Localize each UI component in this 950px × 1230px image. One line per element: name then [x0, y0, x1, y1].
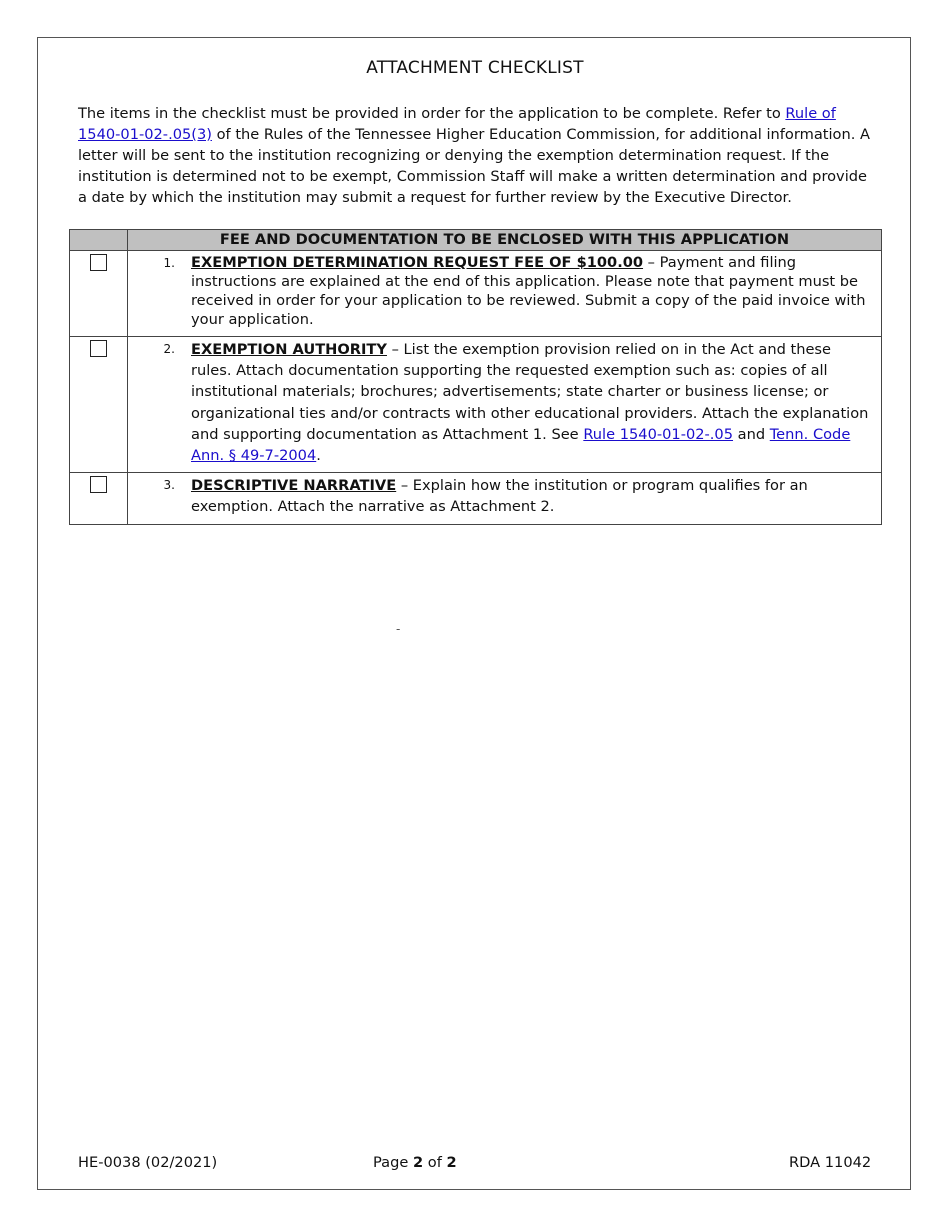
item-cell [128, 473, 882, 524]
item-body [191, 475, 873, 517]
checkbox-column-header [70, 230, 128, 251]
item-text: – Explain how the institution or program qualifies for an exemption. Attach the narrative as Attachment 2. [191, 477, 808, 516]
rule-1540-01-02-05-link[interactable]: Rule 1540-01-02-.05 [583, 425, 734, 443]
stray-mark: - [396, 622, 401, 636]
item-cell [128, 251, 882, 337]
checkbox-cell [70, 337, 128, 473]
list-item [128, 473, 881, 523]
item-heading: EXEMPTION AUTHORITY [191, 341, 387, 358]
intro-paragraph [78, 103, 878, 208]
table-row [70, 337, 882, 473]
rda-number: RDA 11042 [789, 1154, 872, 1171]
item-body [191, 253, 873, 329]
item-body [191, 339, 873, 466]
table-row [70, 251, 882, 337]
checkbox-cell [70, 251, 128, 337]
item-text-mid: and [733, 425, 770, 443]
attachment-checklist-table [69, 229, 882, 525]
item-heading: EXEMPTION DETERMINATION REQUEST FEE OF $100.00 [191, 254, 644, 271]
page-title: ATTACHMENT CHECKLIST [366, 58, 584, 78]
page-number [373, 1154, 457, 1171]
item-text-end: . [316, 447, 321, 465]
exemption-authority-checkbox[interactable] [90, 340, 107, 357]
item-number: 1. [163, 256, 175, 270]
page-current: 2 [412, 1154, 424, 1171]
item-number: 2. [163, 342, 175, 356]
item-heading: DESCRIPTIVE NARRATIVE [191, 477, 397, 495]
intro-text-1: The items in the checklist must be provided in order for the application to be complete. Refer to [78, 105, 786, 122]
table-row [70, 473, 882, 524]
item-text: – Payment and filing instructions are explained at the end of this application. Please note that payment must be received in order for your application to be reviewed. Submit a copy of the paid invoice with your application. [191, 254, 866, 328]
fee-documentation-header: FEE AND DOCUMENTATION TO BE ENCLOSED WITH THIS APPLICATION [128, 230, 882, 251]
descriptive-narrative-checkbox[interactable] [90, 476, 107, 493]
page-total: 2 [446, 1154, 457, 1171]
fee-checkbox[interactable] [90, 254, 107, 271]
item-number: 3. [163, 478, 175, 493]
list-item [128, 337, 881, 472]
item-cell [128, 337, 882, 473]
item-text: – List the exemption provision relied on in the Act and these rules. Attach documentation supporting the requested exemption such as: copies of all institutional materials; brochures; advertisements; state charter or business license; or organizational ties and/or contracts with other educational providers. Attach the explanation and supporting documentation as Attachment 1. See [191, 341, 869, 443]
table-header-row [70, 230, 882, 251]
checkbox-cell [70, 473, 128, 524]
form-id: HE-0038 (02/2021) [78, 1154, 218, 1171]
page-border [37, 37, 911, 1190]
page-of: of [423, 1154, 447, 1171]
tenn-code-ann-link[interactable]: Tenn. Code Ann. § 49-7-2004 [191, 425, 851, 465]
page-word: Page [373, 1154, 413, 1171]
list-item [128, 251, 881, 335]
intro-text-2: of the Rules of the Tennessee Higher Education Commission, for additional information. A letter will be sent to the institution recognizing or denying the exemption determination request. If the institution is determined not to be exempt, Commission Staff will make a written determination and provide a date by which the institution may submit a request for further review by the Executive Director. [78, 126, 870, 206]
rule-1540-01-02-05-3-link[interactable]: Rule of 1540-01-02-.05(3) [78, 105, 836, 143]
